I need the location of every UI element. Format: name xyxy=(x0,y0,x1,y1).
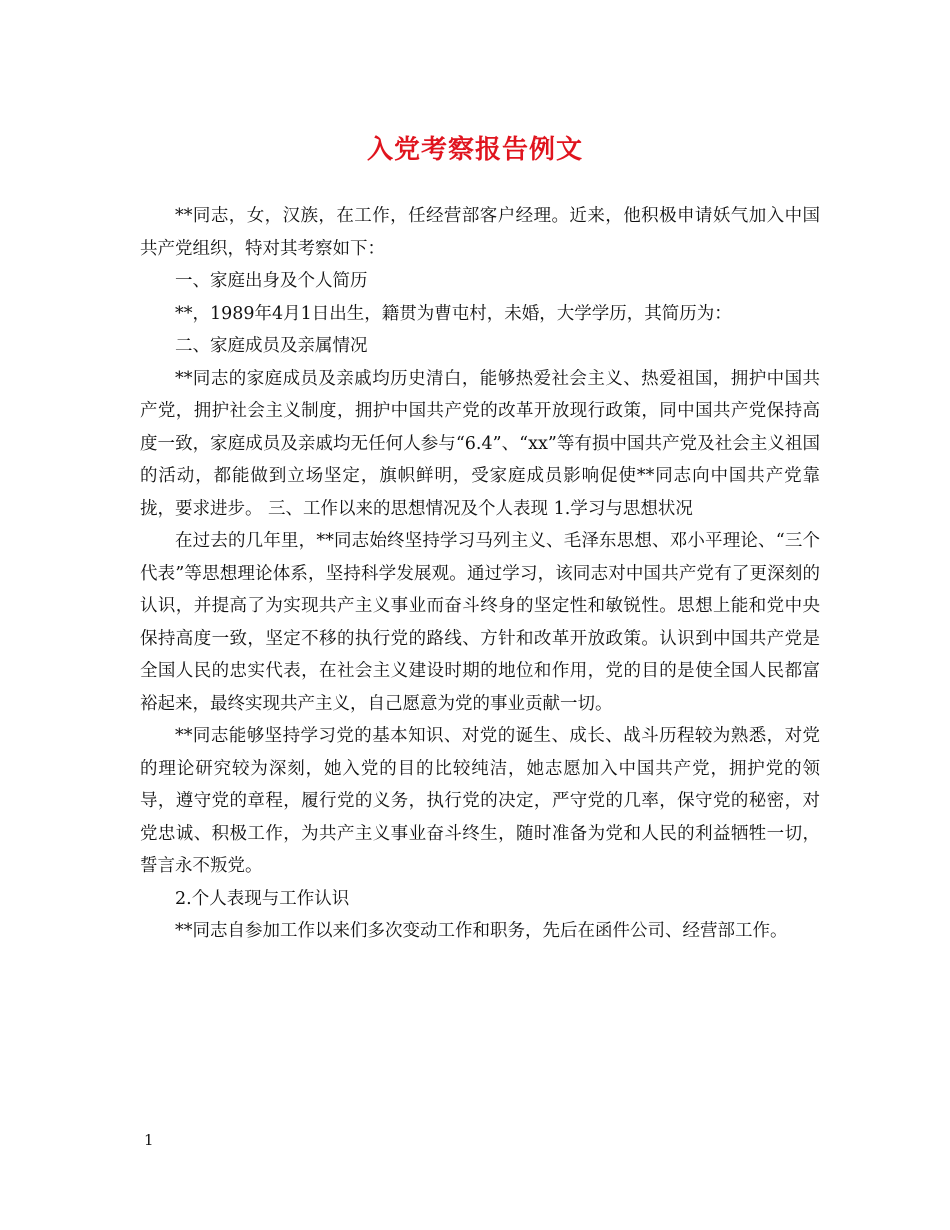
paragraph-study-thought: 在过去的几年里，**同志始终坚持学习马列主义、毛泽东思想、邓小平理论、“三个代表”等思想理论体系，坚持科学发展观。通过学习，该同志对中国共产党有了更深刻的认识，并提高了为实现共产主义事业而奋斗终身的坚定性和敏锐性。思想上能和党中央保持高度一致，坚定不移的执行党的路线、方针和改革开放政策。认识到中国共产党是全国人民的忠实代表，在社会主义建设时期的地位和作用，党的目的是使全国人民都富裕起来，最终实现共产主义，自己愿意为党的事业贡献一切。 xyxy=(140,531,820,714)
paragraph-party-knowledge: **同志能够坚持学习党的基本知识、对党的诞生、成长、战斗历程较为熟悉，对党的理论研究较为深刻，她入党的目的比较纯洁，她志愿加入中国共产党，拥护党的领导，遵守党的章程，履行党的义务，执行党的决定，严守党的几率，保守党的秘密，对党忠诚、积极工作，为共产主义事业奋斗终生，随时准备为党和人民的利益牺牲一切，誓言永不叛党。 xyxy=(140,726,820,876)
section-heading-personal-performance: 2.个人表现与工作认识 xyxy=(175,888,350,909)
document-title: 入党考察报告例文 xyxy=(366,135,583,165)
document-body xyxy=(140,200,820,948)
section-heading-family-background: 一、家庭出身及个人简历 xyxy=(175,271,368,291)
paragraph-family-members: **同志的家庭成员及亲戚均历史清白，能够热爱社会主义、热爱祖国，拥护中国共产党，拥护社会主义制度，拥护中国共产党的改革开放现行政策，同中国共产党保持高度一致，家庭成员及亲戚均无任何人参与“6.4”、“xx”等有损中国共产党及社会主义祖国的活动，都能做到立场坚定，旗帜鲜明，受家庭成员影响促使**同志向中国共产党靠拢，要求进步。 三、工作以来的思想情况及个人表现 1.学习与思想状况 xyxy=(140,368,820,519)
paragraph-birth-info: **，1989年4月1日出生，籍贯为曹屯村，未婚，大学学历，其简历为： xyxy=(175,303,732,324)
section-heading-family-members: 二、家庭成员及亲属情况 xyxy=(175,336,368,356)
page-number: 1 xyxy=(144,1131,154,1149)
paragraph-work-history: **同志自参加工作以来们多次变动工作和职务，先后在函件公司、经营部工作。 xyxy=(175,921,788,941)
paragraph-intro: **同志，女，汉族，在工作，任经营部客户经理。近来，他积极申请妖气加入中国共产党组织，特对其考察如下： xyxy=(140,206,820,259)
